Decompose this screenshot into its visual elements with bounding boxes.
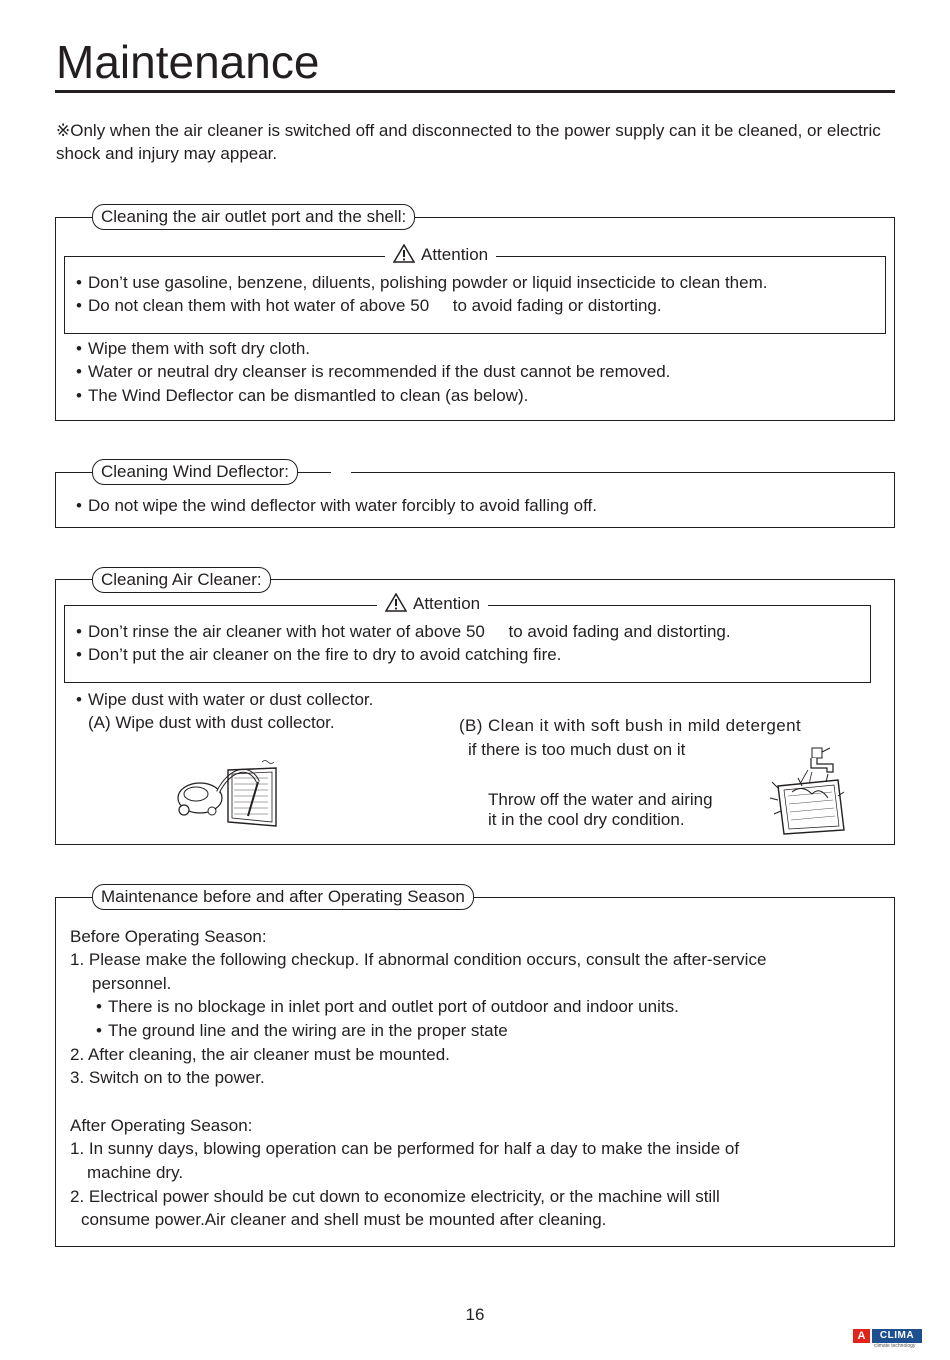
deflector-section-tab: Cleaning Wind Deflector: [92,459,298,485]
brand-logo [853,1327,925,1351]
option-b-text: (B) Clean it with soft bush in mild detergent [459,716,802,735]
attention-label: Attention [421,245,489,264]
option-a-text: (A) Wipe dust with dust collector. [88,713,335,732]
attention-item: • Don’t use gasoline, benzene, diluents, polishing powder or liquid insecticide to clean them. [76,271,767,294]
list-item: machine dry. [87,1163,184,1182]
title-divider [55,90,895,93]
warning-icon [393,244,415,263]
page-number: 16 [465,1305,485,1324]
page-title: Maintenance [56,36,320,88]
washing-filter-illustration [768,742,848,836]
list-item: • Water or neutral dry cleanser is recommended if the dust cannot be removed. [76,360,670,383]
before-season-heading: Before Operating Season: [70,927,267,946]
drying-caption: Throw off the water and airing [488,790,713,809]
safety-note: ※Only when the air cleaner is switched off and disconnected to the power supply can it be cleaned, or electric shock and injury may appear. [56,121,881,163]
list-item: • The Wind Deflector can be dismantled to clean (as below). [76,384,528,407]
attention-label: Attention [413,594,481,613]
drying-caption: it in the cool dry condition. [488,810,685,829]
list-item: personnel. [92,974,172,993]
air-cleaner-section-tab: Cleaning Air Cleaner: [92,567,271,593]
list-item: 2. Electrical power should be cut down to economize electricity, or the machine will still [70,1187,720,1206]
list-item: • Do not wipe the wind deflector with water forcibly to avoid falling off. [76,494,597,517]
vacuum-cleaner-illustration [172,758,284,830]
tab-gap-cover [331,466,351,476]
option-b-text: if there is too much dust on it [468,740,686,759]
season-section-tab: Maintenance before and after Operating Season [92,884,474,910]
list-item: • Wipe dust with water or dust collector. [76,688,373,711]
air-cleaner-attention-header [377,593,488,615]
logo-tagline: climate technology [874,1343,916,1349]
list-item: • The ground line and the wiring are in the proper state [96,1019,508,1042]
logo-mark: A [853,1329,870,1343]
after-season-heading: After Operating Season: [70,1116,253,1135]
outlet-attention-header [385,244,496,266]
list-item: 1. In sunny days, blowing operation can be performed for half a day to make the inside of [70,1139,740,1158]
list-item: 1. Please make the following checkup. If abnormal condition occurs, consult the after-service [70,950,767,969]
attention-item: • Don’t put the air cleaner on the fire to dry to avoid catching fire. [76,643,561,666]
list-item: 3. Switch on to the power. [70,1068,265,1087]
list-item: • There is no blockage in inlet port and outlet port of outdoor and indoor units. [96,995,679,1018]
list-item: • Wipe them with soft dry cloth. [76,337,310,360]
attention-item: • Don’t rinse the air cleaner with hot water of above 50 to avoid fading and distorting. [76,620,731,643]
list-item: 2. After cleaning, the air cleaner must be mounted. [70,1045,450,1064]
outlet-section-tab: Cleaning the air outlet port and the shell: [92,204,415,230]
list-item: consume power.Air cleaner and shell must be mounted after cleaning. [81,1210,607,1229]
attention-item: • Do not clean them with hot water of above 50 to avoid fading or distorting. [76,294,662,317]
warning-icon [385,593,407,612]
logo-wordmark: CLIMA [872,1329,922,1343]
